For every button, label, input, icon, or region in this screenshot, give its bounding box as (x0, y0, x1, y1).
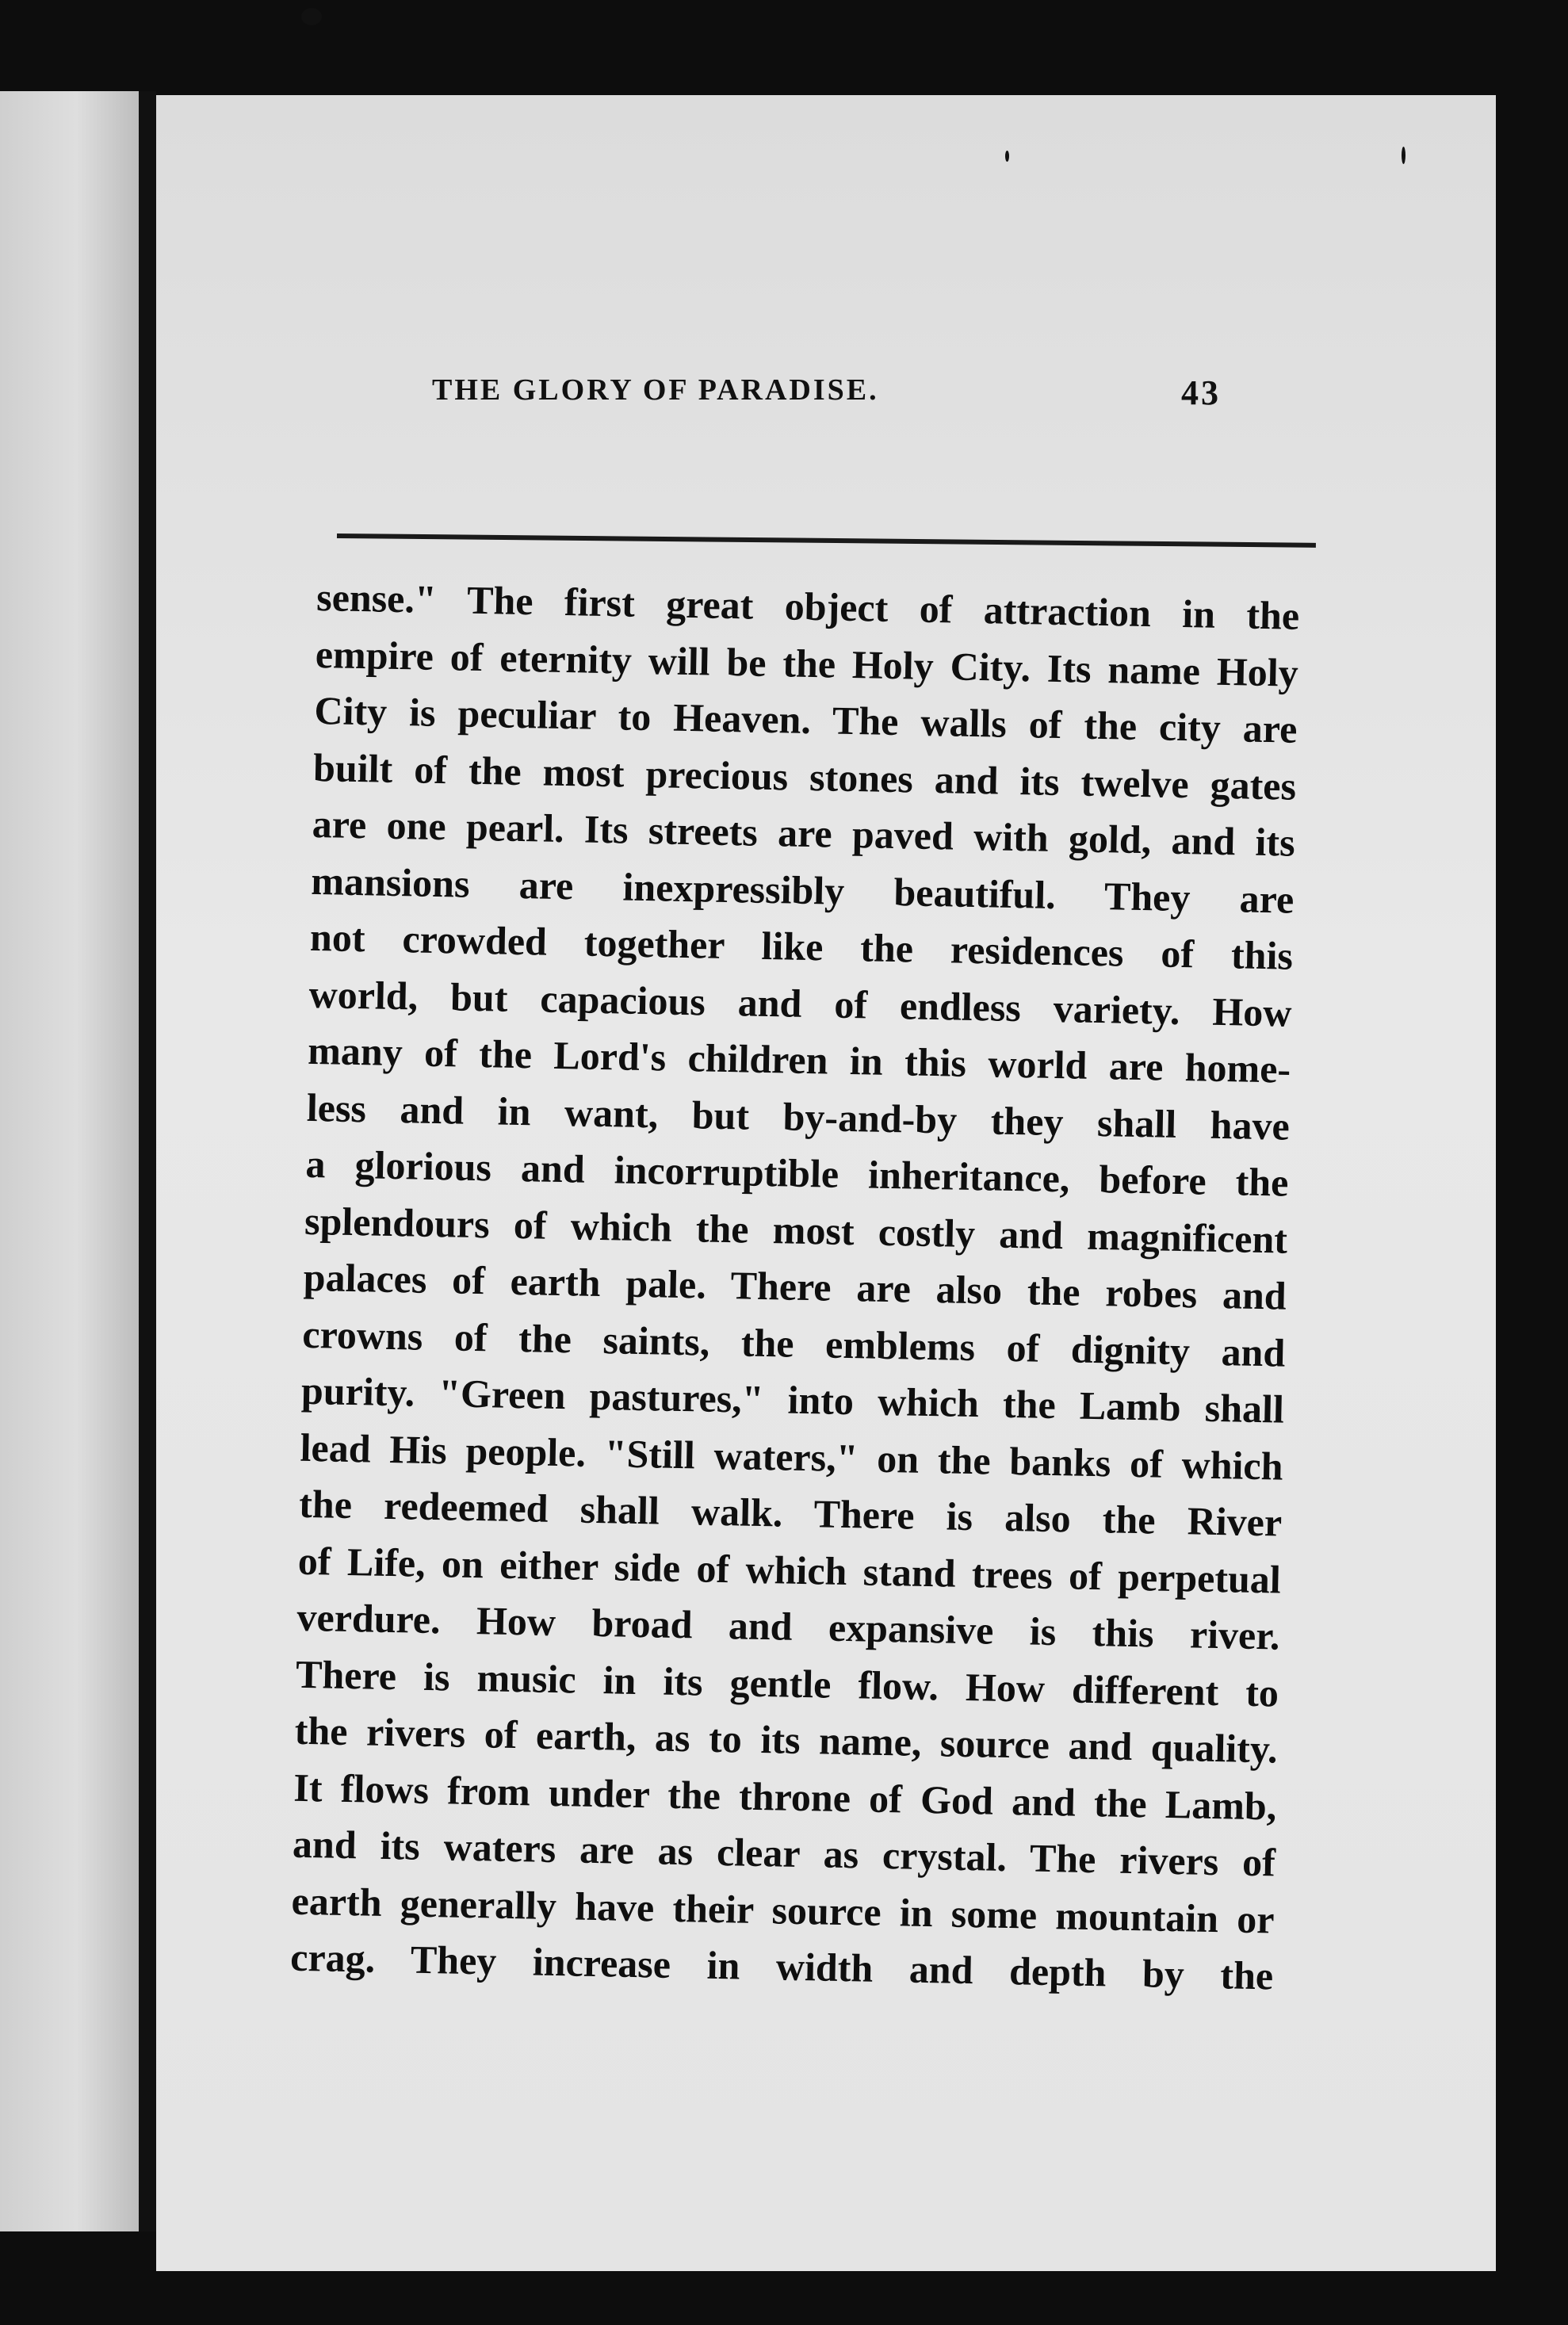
page-header (174, 363, 1221, 426)
text-line: lead His people. "Still waters," on the banks of which (300, 1424, 1284, 1489)
text-line: empire of eternity will be the Holy City. Its name Holy (315, 631, 1299, 695)
dust-speck (301, 8, 322, 25)
text-line: City is peculiar to Heaven. The walls of the city are (314, 687, 1298, 751)
facing-page-edge (0, 91, 139, 2231)
text-line: sense." The first great object of attraction in the (316, 574, 1300, 638)
text-line: of Life, on either side of which stand trees of perpetual (297, 1538, 1282, 1602)
text-line: less and in want, but by-and-by they shall have (306, 1084, 1291, 1149)
body-text (290, 569, 1300, 2005)
text-line: palaces of earth pale. There are also the robes and (303, 1254, 1287, 1318)
text-line: crag. They increase in width and depth by the (289, 1934, 1274, 1998)
dust-speck (1402, 147, 1405, 164)
text-line: and its waters are as clear as crystal. The rivers of (292, 1821, 1276, 1885)
text-line: many of the Lord's children in this world are home- (307, 1027, 1291, 1092)
dust-speck (1005, 151, 1009, 162)
text-line: world, but capacious and of endless variety. How (308, 971, 1293, 1035)
running-head: THE GLORY OF PARADISE. (432, 373, 879, 407)
text-line: It flows from under the throne of God and the Lamb, (293, 1765, 1277, 1829)
text-line: built of the most precious stones and its twelve gates (312, 744, 1297, 809)
page-number: 43 (1181, 373, 1221, 412)
text-line: mansions are inexpressibly beautiful. They are (310, 858, 1295, 922)
book-gutter (139, 91, 156, 2231)
text-line: There is music in its gentle flow. How different to (295, 1651, 1279, 1715)
text-line: splendours of which the most costly and magnificent (304, 1198, 1288, 1262)
text-line: purity. "Green pastures," into which the Lamb shall (300, 1367, 1285, 1432)
text-line: the redeemed shall walk. There is also the River (298, 1481, 1283, 1545)
text-line: crowns of the saints, the emblems of dignity and (301, 1311, 1286, 1375)
text-line: a glorious and incorruptible inheritance, before the (305, 1141, 1289, 1205)
text-line: not crowded together like the residences of this (309, 914, 1294, 978)
text-line: are one pearl. Its streets are paved with gold, and its (312, 801, 1296, 865)
text-line: the rivers of earth, as to its name, source and quality. (294, 1707, 1279, 1772)
text-line: verdure. How broad and expansive is this river. (296, 1594, 1280, 1658)
text-line: earth generally have their source in some mountain or (291, 1878, 1275, 1941)
